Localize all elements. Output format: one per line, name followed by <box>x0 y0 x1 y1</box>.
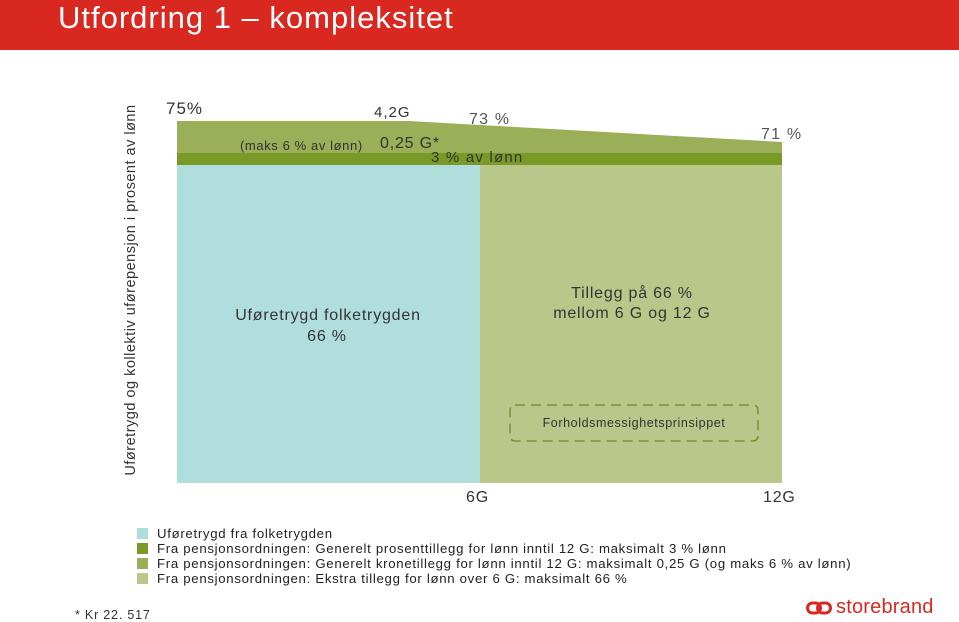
legend-swatch-ekstra-tillegg <box>137 573 148 584</box>
folketrygd-label-line2: 66 % <box>307 328 347 345</box>
label-0-25g: 0,25 G* <box>380 135 440 152</box>
label-maks-6-percent: (maks 6 % av lønn) <box>240 138 363 153</box>
label-75-percent: 75% <box>166 99 204 118</box>
x-tick-6g: 6G <box>466 489 489 506</box>
legend-label-ekstra-tillegg: Fra pensjonsordningen: Ekstra tillegg for lønn over 6 G: maksimalt 66 % <box>157 571 628 586</box>
ekstra-tillegg-area <box>480 165 782 483</box>
storebrand-logo-icon <box>806 601 832 615</box>
label-73-percent: 73 % <box>469 111 511 128</box>
legend-swatch-folketrygd <box>137 528 148 539</box>
label-71-percent: 71 % <box>761 126 803 143</box>
legend-label-folketrygd: Uføretrygd fra folketrygden <box>157 526 333 541</box>
legend-label-kronetillegg: Fra pensjonsordningen: Generelt kronetillegg for lønn inntil 12 G: maksimalt 0,25 G (og maks 6 % av lønn) <box>157 556 852 571</box>
x-tick-12g: 12G <box>763 489 796 506</box>
folketrygd-label <box>178 305 478 347</box>
legend <box>137 526 851 586</box>
legend-swatch-kronetillegg <box>137 558 148 569</box>
legend-label-prosenttillegg: Fra pensjonsordningen: Generelt prosenttillegg for lønn inntil 12 G: maksimalt 3 % lønn <box>157 541 727 556</box>
footnote: * Kr 22. 517 <box>75 608 151 622</box>
legend-item-folketrygd <box>137 526 851 541</box>
legend-item-kronetillegg <box>137 556 851 571</box>
storebrand-logo-text: storebrand <box>836 596 934 618</box>
tillegg-label-line2: mellom 6 G og 12 G <box>553 305 711 322</box>
legend-item-ekstra-tillegg <box>137 571 851 586</box>
label-4-2g: 4,2G <box>374 104 411 121</box>
label-3-percent-lonn: 3 % av lønn <box>431 149 524 166</box>
folketrygd-label-line1: Uføretrygd folketrygden <box>235 307 421 324</box>
y-axis-label: Uføretrygd og kollektiv uførepensjon i prosent av lønn <box>123 104 139 476</box>
tillegg-label <box>481 284 783 324</box>
forholdsmessighet-label: Forholdsmessighetsprinsippet <box>542 416 726 430</box>
storebrand-logo <box>806 596 934 619</box>
legend-swatch-prosenttillegg <box>137 543 148 554</box>
tillegg-label-line1: Tillegg på 66 % <box>571 285 693 302</box>
page-title: Utfordring 1 – kompleksitet <box>58 0 454 35</box>
legend-item-prosenttillegg <box>137 541 851 556</box>
